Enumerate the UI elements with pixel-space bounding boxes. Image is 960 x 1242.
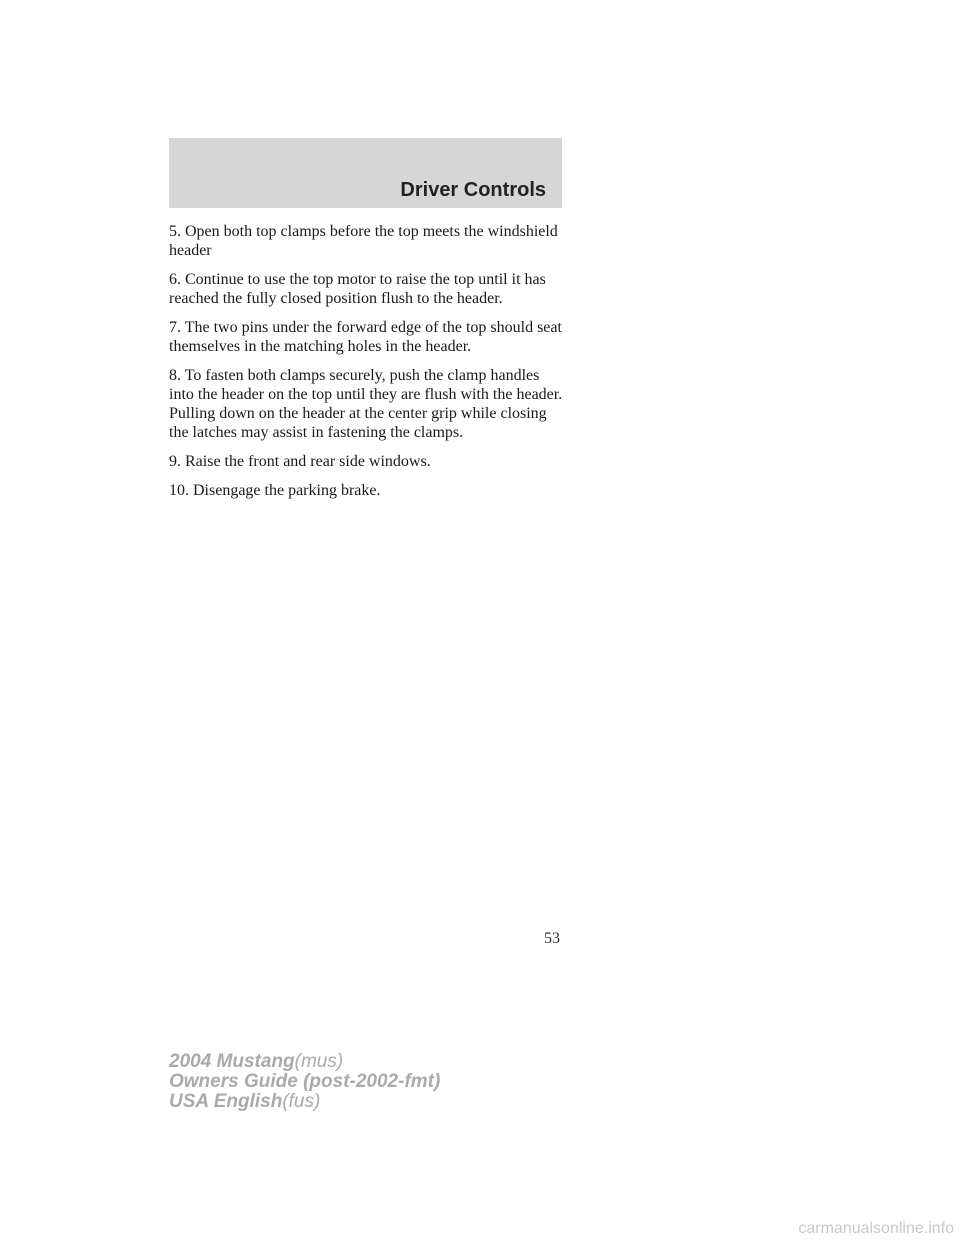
footer-line-guide <box>169 1072 440 1092</box>
footer-line-model <box>169 1052 440 1072</box>
footer-line-language <box>169 1092 440 1112</box>
footer-language-code: (fus) <box>282 1091 321 1112</box>
document-footer <box>169 1052 440 1112</box>
instruction-step-6: 6. Continue to use the top motor to raise the top until it has reached the fully closed position flush to the header. <box>169 271 546 307</box>
footer-guide-name: Owners Guide (post-2002-fmt) <box>169 1071 441 1092</box>
footer-model-name: 2004 Mustang <box>169 1051 295 1072</box>
site-watermark: carmanualsonline.info <box>798 1220 954 1237</box>
instruction-step-7: 7. The two pins under the forward edge of the top should seat themselves in the matching holes in the header. <box>169 319 562 355</box>
section-header-banner <box>169 138 562 208</box>
instruction-step-5: 5. Open both top clamps before the top meets the windshield header <box>169 223 558 259</box>
section-title: Driver Controls <box>400 179 546 201</box>
footer-language-name: USA English <box>169 1091 283 1112</box>
footer-model-code: (mus) <box>294 1051 344 1072</box>
instructions-body <box>169 222 564 510</box>
instruction-step-8: 8. To fasten both clamps securely, push the clamp handles into the header on the top until they are flush with the header. Pulling down on the header at the center grip while closing the latches may assist in fastening the clamps. <box>169 367 563 441</box>
instruction-step-10: 10. Disengage the parking brake. <box>169 482 381 499</box>
instruction-step-9: 9. Raise the front and rear side windows. <box>169 453 431 470</box>
page-number: 53 <box>544 930 560 947</box>
